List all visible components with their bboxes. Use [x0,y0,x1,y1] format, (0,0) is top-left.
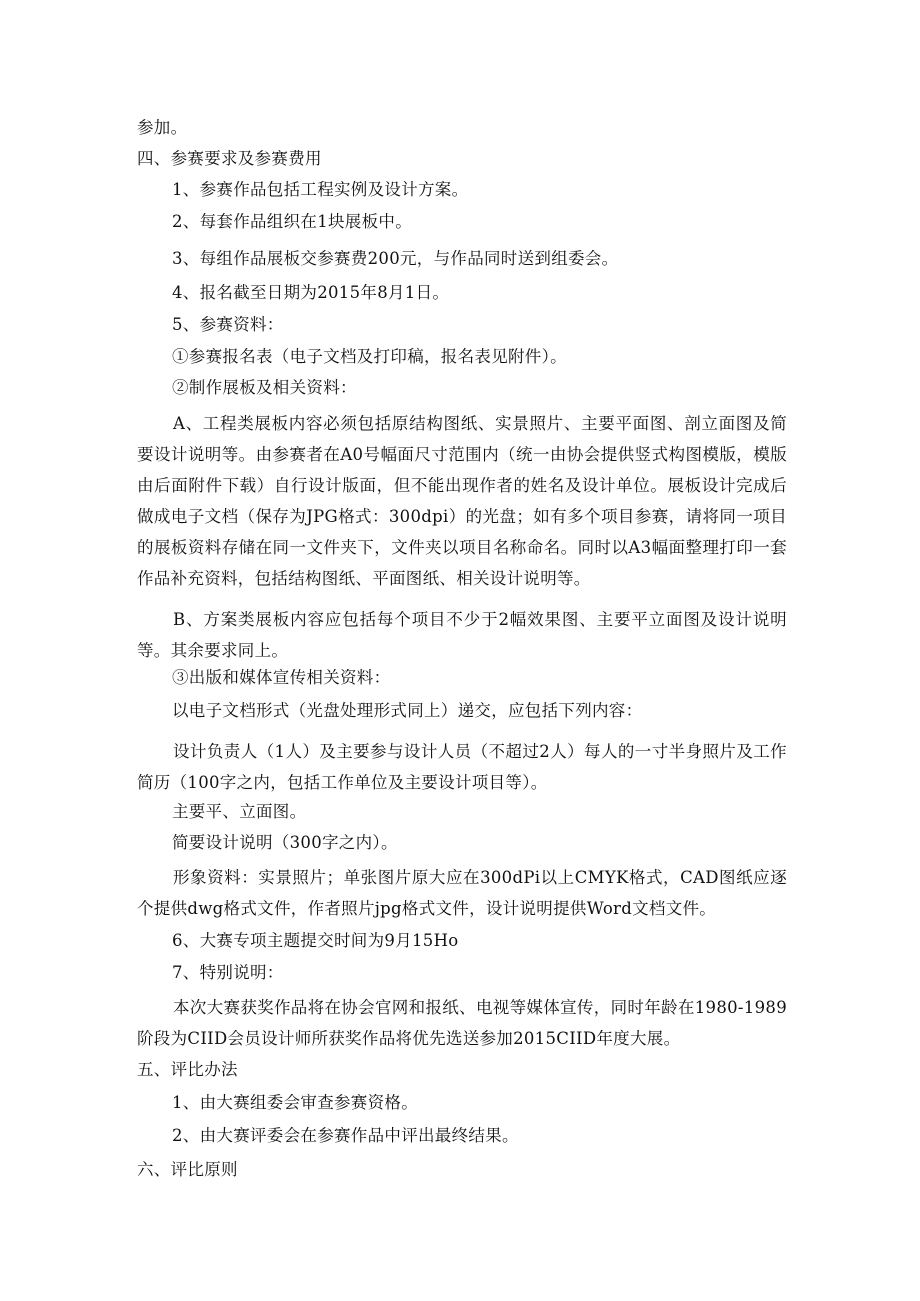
section-heading-6: 六、评比原则 [137,1160,238,1179]
sub-item-2: ②制作展板及相关资料： [172,378,357,397]
sub-item-1: ①参赛报名表（电子文档及打印稿，报名表见附件）。 [172,347,567,366]
evaluation-item-1: 1、由大赛组委会审查参赛资格。 [172,1093,418,1112]
paragraph-special-notes: 本次大赛获奖作品将在协会官网和报纸、电视等媒体宣传，同时年龄在1980-1989阶段为CIID会员设计师所获奖作品将优先选送参加2015CIID年度大展。 [137,998,787,1048]
paragraph-b-scheme: B、方案类展板内容应包括每个项目不少于2幅效果图、主要平立面图及设计说明等。其余要求同上。 [137,610,787,660]
paragraph-designer-info: 设计负责人（1人）及主要参与设计人员（不超过2人）每人的一寸半身照片及工作简历（100字之内，包括工作单位及主要设计项目等）。 [137,742,787,792]
text-line-submission: 以电子文档形式（光盘处理形式同上）递交，应包括下列内容： [172,701,643,720]
text-line-plans: 主要平、立面图。 [172,802,307,821]
item-2: 2、每套作品组织在1块展板中。 [172,212,412,231]
item-3: 3、每组作品展板交参赛费200元，与作品同时送到组委会。 [172,249,619,268]
paragraph-a-engineering: A、工程类展板内容必须包括原结构图纸、实景照片、主要平面图、剖立面图及简要设计说明等。由参赛者在A0号幅面尺寸范围内（统一由协会提供竖式构图模版，模版由后面附件下载）自行设计版面，但不能出现作者的姓名及设计单位。展板设计完成后做成电子文档（保存为JPG格式：300dpi）的光盘；如有多个项目参赛，请将同一项目的展板资料存储在同一文件夹下，文件夹以项目名称命名。同时以A3幅面整理打印一套作品补充资料，包括结构图纸、平面图纸、相关设计说明等。 [137,414,787,588]
item-7: 7、特别说明： [172,963,284,982]
sub-item-3: ③出版和媒体宣传相关资料： [172,668,391,687]
item-4: 4、报名截至日期为2015年8月1日。 [172,283,450,302]
evaluation-item-2: 2、由大赛评委会在参赛作品中评出最终结果。 [172,1126,519,1145]
item-5: 5、参赛资料： [172,315,284,334]
section-heading-5: 五、评比办法 [137,1060,238,1079]
item-1: 1、参赛作品包括工程实例及设计方案。 [172,180,469,199]
text-line-continuation: 参加。 [137,118,188,137]
text-line-description: 简要设计说明（300字之内）。 [172,833,398,852]
section-heading-4: 四、参赛要求及参赛费用 [137,149,322,168]
paragraph-image-materials: 形象资料：实景照片；单张图片原大应在300dPi以上CMYK格式，CAD图纸应逐个提供dwg格式文件，作者照片jpg格式文件，设计说明提供Word文档文件。 [137,868,787,918]
item-6: 6、大赛专项主题提交时间为9月15Ho [172,931,459,950]
